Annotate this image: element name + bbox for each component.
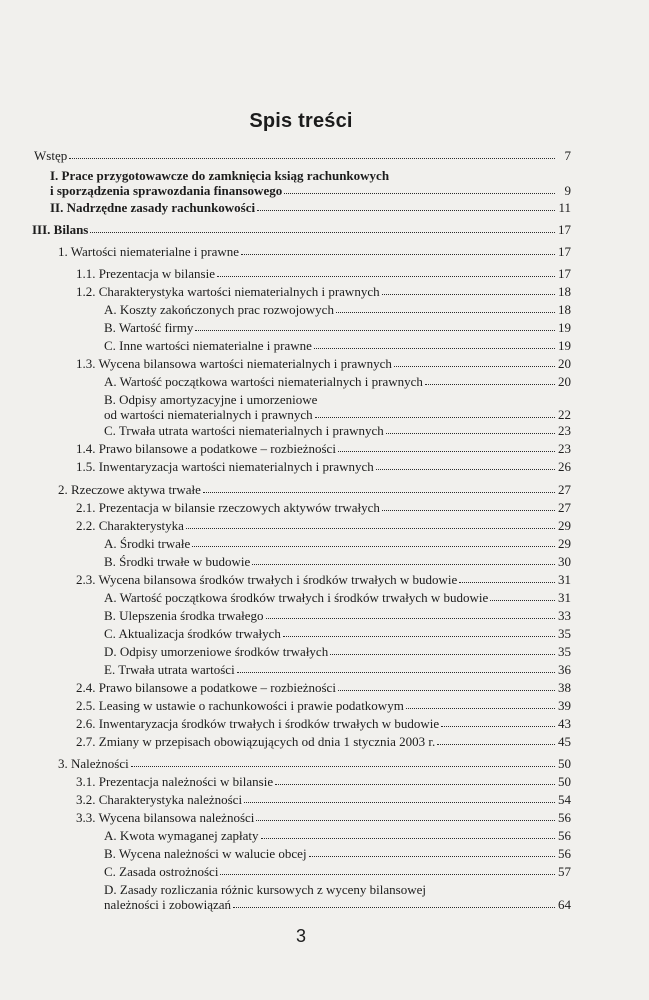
toc-entry-label: A. Koszty zakończonych prac rozwojowych <box>104 302 334 317</box>
toc-entry-label: 1.5. Inwentaryzacja wartości niematerialnych i prawnych <box>76 459 374 474</box>
toc-entry-label: C. Zasada ostrożności <box>104 864 219 879</box>
toc-entry-label: C. Trwała utrata wartości niematerialnych i prawnych <box>104 423 384 438</box>
dot-leader <box>382 293 555 295</box>
dot-leader <box>283 635 555 637</box>
dot-leader <box>376 468 555 470</box>
toc-page-number: 33 <box>558 608 571 623</box>
toc-page-number: 23 <box>558 441 571 456</box>
toc-entry-label: 2.5. Leasing w ustawie o rachunkowości i prawie podatkowym <box>76 698 404 713</box>
toc-page-number: 18 <box>558 284 571 299</box>
toc-page-number: 23 <box>558 423 571 438</box>
dot-leader <box>90 231 555 233</box>
dot-leader <box>261 837 555 839</box>
toc-entry-label: D. Zasady rozliczania różnic kursowych z wyceny bilansowej <box>104 882 426 897</box>
dot-leader <box>256 819 555 821</box>
toc-page-number: 35 <box>558 644 571 659</box>
toc-page-number: 31 <box>558 590 571 605</box>
dot-leader <box>382 509 555 511</box>
dot-leader <box>241 253 555 255</box>
dot-leader <box>203 491 555 493</box>
dot-leader <box>69 157 555 159</box>
toc-page-number: 43 <box>558 716 571 731</box>
toc-page-number: 11 <box>558 200 571 215</box>
toc-entry-label: 3.2. Charakterystyka należności <box>76 792 243 807</box>
toc-page-number: 39 <box>558 698 571 713</box>
toc-page-number: 36 <box>558 662 571 677</box>
dot-leader <box>220 873 555 875</box>
toc-page-number: 50 <box>558 756 571 771</box>
dot-leader <box>330 653 555 655</box>
dot-leader <box>314 347 555 349</box>
toc-page-number: 26 <box>558 459 571 474</box>
toc-page-number: 19 <box>558 338 571 353</box>
toc-entry-label: 2.3. Wycena bilansowa środków trwałych i środków trwałych w budowie <box>76 572 458 587</box>
dot-leader <box>336 311 555 313</box>
toc-entry-label: 3.3. Wycena bilansowa należności <box>76 810 255 825</box>
toc-entry-label-continuation: od wartości niematerialnych i prawnych <box>104 407 313 422</box>
toc-page-number: 56 <box>558 846 571 861</box>
dot-leader <box>338 450 555 452</box>
dot-leader <box>131 765 555 767</box>
dot-leader <box>437 743 555 745</box>
toc-entry-label: A. Środki trwałe <box>104 536 191 551</box>
toc-entry-label-continuation: należności i zobowiązań <box>104 897 232 912</box>
dot-leader <box>195 329 555 331</box>
toc-page-number: 38 <box>558 680 571 695</box>
toc-entry-label: B. Odpisy amortyzacyjne i umorzeniowe <box>104 392 318 407</box>
dot-leader <box>338 689 555 691</box>
toc-page-number: 17 <box>558 222 571 237</box>
toc-entry-label: C. Inne wartości niematerialne i prawne <box>104 338 312 353</box>
toc-page-number: 7 <box>564 148 571 163</box>
page-title: Spis treści <box>249 110 353 132</box>
dot-leader <box>217 275 555 277</box>
toc-entry-label: B. Ulepszenia środka trwałego <box>104 608 264 623</box>
page-number: 3 <box>295 926 306 946</box>
toc-entry-label: C. Aktualizacja środków trwałych <box>104 626 281 641</box>
toc-entry-label: 2. Rzeczowe aktywa trwałe <box>58 482 201 497</box>
toc-entry-label: II. Nadrzędne zasady rachunkowości <box>50 200 256 215</box>
dot-leader <box>425 383 555 385</box>
dot-leader <box>459 581 555 583</box>
toc-entry-label: 3.1. Prezentacja należności w bilansie <box>76 774 274 789</box>
dot-leader <box>490 599 555 601</box>
toc-entry-label: III. Bilans <box>32 222 89 237</box>
toc-entry-label: D. Odpisy umorzeniowe środków trwałych <box>104 644 329 659</box>
dot-leader <box>186 527 555 529</box>
toc-page-number: 50 <box>558 774 571 789</box>
dot-leader <box>309 855 555 857</box>
dot-leader <box>406 707 555 709</box>
toc-page-number: 22 <box>558 407 571 422</box>
toc-page-number: 19 <box>558 320 571 335</box>
dot-leader <box>284 192 555 194</box>
toc-page-number: 20 <box>558 374 571 389</box>
toc-entry-label: 2.2. Charakterystyka <box>76 518 184 533</box>
toc-entry-label-continuation: i sporządzenia sprawozdania finansowego <box>50 183 283 198</box>
dot-leader <box>257 209 555 211</box>
dot-leader <box>192 545 555 547</box>
toc-entry-label: 3. Należności <box>58 756 129 771</box>
toc-page-number: 64 <box>558 897 571 912</box>
toc-page-number: 54 <box>558 792 571 807</box>
dot-leader <box>244 801 555 803</box>
toc-entry-label: B. Środki trwałe w budowie <box>104 554 251 569</box>
toc-page-number: 31 <box>558 572 571 587</box>
toc-page-number: 27 <box>558 482 571 497</box>
dot-leader <box>386 432 555 434</box>
toc-entry-label: B. Wycena należności w walucie obcej <box>104 846 307 861</box>
toc-entry-label: A. Kwota wymaganej zapłaty <box>104 828 259 843</box>
toc-entry-label: 2.1. Prezentacja w bilansie rzeczowych aktywów trwałych <box>76 500 380 515</box>
dot-leader <box>237 671 555 673</box>
dot-leader <box>441 725 555 727</box>
toc-page-number: 20 <box>558 356 571 371</box>
dot-leader <box>275 783 555 785</box>
toc-entry-label: 1.3. Wycena bilansowa wartości niematerialnych i prawnych <box>76 356 392 371</box>
toc-entry-label: I. Prace przygotowawcze do zamknięcia ksiąg rachunkowych <box>50 168 390 183</box>
toc-page-number: 29 <box>558 536 571 551</box>
toc-entry-label: 2.7. Zmiany w przepisach obowiązujących od dnia 1 stycznia 2003 r. <box>76 734 436 749</box>
dot-leader <box>252 563 555 565</box>
toc-entry-label: 2.6. Inwentaryzacja środków trwałych i środków trwałych w budowie <box>76 716 440 731</box>
toc-page-number: 17 <box>558 266 571 281</box>
toc-entry-label: B. Wartość firmy <box>104 320 194 335</box>
toc-entry-label: 1. Wartości niematerialne i prawne <box>58 244 240 259</box>
dot-leader <box>315 416 555 418</box>
toc-page-number: 30 <box>558 554 571 569</box>
toc-entry-label: A. Wartość początkowa środków trwałych i środków trwałych w budowie <box>104 590 489 605</box>
toc-entry-label: 1.4. Prawo bilansowe a podatkowe – rozbieżności <box>76 441 336 456</box>
toc-entry-label: 1.1. Prezentacja w bilansie <box>76 266 215 281</box>
dot-leader <box>394 365 555 367</box>
toc-entry-label: 1.2. Charakterystyka wartości niematerialnych i prawnych <box>76 284 380 299</box>
toc-entry-label: A. Wartość początkowa wartości niematerialnych i prawnych <box>104 374 423 389</box>
toc-page-number: 45 <box>558 734 571 749</box>
toc-page-number: 9 <box>564 183 571 198</box>
dot-leader <box>233 906 555 908</box>
toc-entry-label: E. Trwała utrata wartości <box>104 662 235 677</box>
toc-page-number: 17 <box>558 244 571 259</box>
toc-page-number: 29 <box>558 518 571 533</box>
toc-page-number: 56 <box>558 810 571 825</box>
dot-leader <box>266 617 555 619</box>
toc-entry-label: Wstęp <box>34 148 68 163</box>
toc-page-number: 56 <box>558 828 571 843</box>
toc-page-number: 57 <box>558 864 571 879</box>
toc-page-number: 27 <box>558 500 571 515</box>
toc-page-number: 35 <box>558 626 571 641</box>
toc-entry-label: 2.4. Prawo bilansowe a podatkowe – rozbieżności <box>76 680 336 695</box>
toc-page-number: 18 <box>558 302 571 317</box>
